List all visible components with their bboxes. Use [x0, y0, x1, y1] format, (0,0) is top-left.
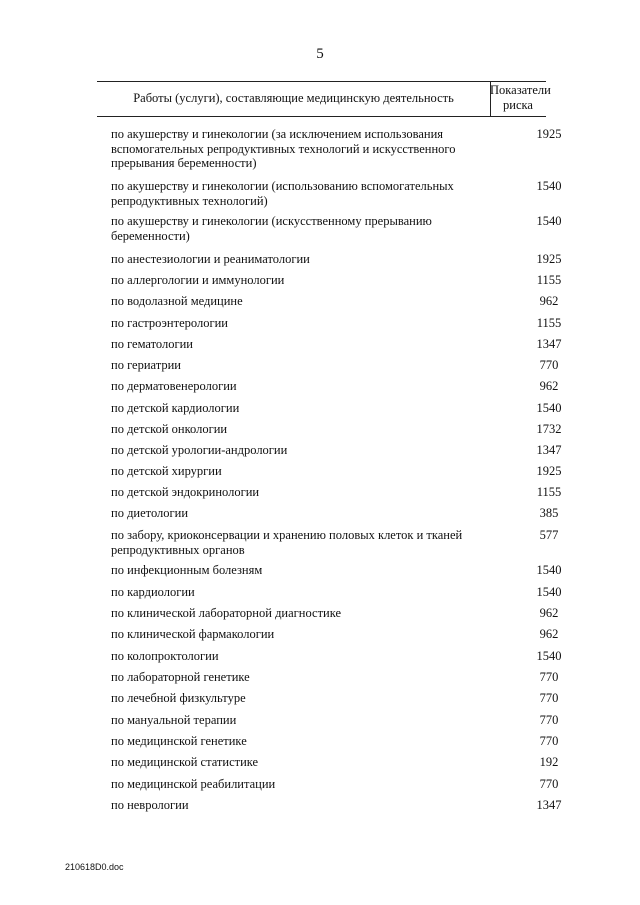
row-work-text: по лечебной физкультуре	[111, 691, 246, 705]
row-risk-value: 962	[539, 627, 559, 641]
column-header-work: Работы (услуги), составляющие медицинскую деятельность	[133, 91, 454, 105]
page-number: 5	[316, 46, 324, 62]
row-risk-value: 1540	[536, 401, 562, 415]
row-risk-value: 1347	[536, 337, 562, 351]
row-work-text: по детской онкологии	[111, 422, 228, 436]
row-work-text: по акушерству и гинекологии (использованию вспомогательных репродуктивных технологий)	[111, 179, 454, 208]
row-work-text: по акушерству и гинекологии (за исключением использования вспомогательных репродуктивных технологий и искусственного прерывания беременности)	[111, 127, 456, 170]
row-work-text: по неврологии	[111, 798, 189, 812]
row-work-text: по клинической фармакологии	[111, 627, 275, 641]
row-work-text: по мануальной терапии	[111, 713, 237, 727]
row-risk-value: 577	[539, 528, 559, 542]
row-work-text: по детской кардиологии	[111, 401, 240, 415]
row-work-text: по забору, криоконсервации и хранению половых клеток и тканей репродуктивных органов	[111, 528, 463, 557]
table-header-bottom-rule	[97, 116, 546, 117]
row-work-text: по кардиологии	[111, 585, 195, 599]
row-work-text: по лабораторной генетике	[111, 670, 250, 684]
table-header-top-rule	[97, 81, 546, 82]
row-risk-value: 1540	[536, 563, 562, 577]
row-risk-value: 770	[539, 734, 559, 748]
row-work-text: по диетологии	[111, 506, 189, 520]
row-risk-value: 1925	[536, 464, 562, 478]
row-risk-value: 385	[539, 506, 559, 520]
row-work-text: по клинической лабораторной диагностике	[111, 606, 342, 620]
row-risk-value: 962	[539, 294, 559, 308]
row-risk-value: 1155	[536, 273, 562, 287]
column-header-risk	[490, 83, 551, 113]
row-risk-value: 1732	[536, 422, 562, 436]
row-work-text: по медицинской генетике	[111, 734, 247, 748]
column-header-risk-line2: риска	[503, 98, 533, 112]
row-risk-value: 1540	[536, 214, 562, 228]
row-work-text: по детской хирургии	[111, 464, 222, 478]
row-work-text: по аллергологии и иммунологии	[111, 273, 285, 287]
row-work-text: по детской урологии-андрологии	[111, 443, 288, 457]
row-risk-value: 770	[539, 777, 559, 791]
row-risk-value: 770	[539, 670, 559, 684]
row-work-text: по детской эндокринологии	[111, 485, 260, 499]
row-work-text: по водолазной медицине	[111, 294, 243, 308]
row-work-text: по гастроэнтерологии	[111, 316, 228, 330]
row-risk-value: 770	[539, 691, 559, 705]
row-risk-value: 1540	[536, 649, 562, 663]
row-risk-value: 1925	[536, 127, 562, 141]
row-risk-value: 1925	[536, 252, 562, 266]
row-risk-value: 1347	[536, 443, 562, 457]
row-work-text: по инфекционным болезням	[111, 563, 263, 577]
row-risk-value: 1347	[536, 798, 562, 812]
row-risk-value: 770	[539, 358, 559, 372]
row-risk-value: 1540	[536, 585, 562, 599]
row-work-text: по гериатрии	[111, 358, 181, 372]
column-header-risk-line1: Показатели	[490, 83, 551, 97]
row-risk-value: 962	[539, 606, 559, 620]
row-work-text: по анестезиологии и реаниматологии	[111, 252, 310, 266]
row-risk-value: 1155	[536, 316, 562, 330]
row-risk-value: 962	[539, 379, 559, 393]
row-work-text: по медицинской статистике	[111, 755, 259, 769]
row-risk-value: 192	[539, 755, 559, 769]
row-work-text: по гематологии	[111, 337, 194, 351]
footer-file-code: 210618D0.doc	[65, 862, 124, 872]
row-work-text: по дерматовенерологии	[111, 379, 237, 393]
row-work-text: по медицинской реабилитации	[111, 777, 276, 791]
row-work-text: по акушерству и гинекологии (искусственному прерыванию беременности)	[111, 214, 432, 243]
row-risk-value: 1155	[536, 485, 562, 499]
row-work-text: по колопроктологии	[111, 649, 219, 663]
row-risk-value: 770	[539, 713, 559, 727]
row-risk-value: 1540	[536, 179, 562, 193]
